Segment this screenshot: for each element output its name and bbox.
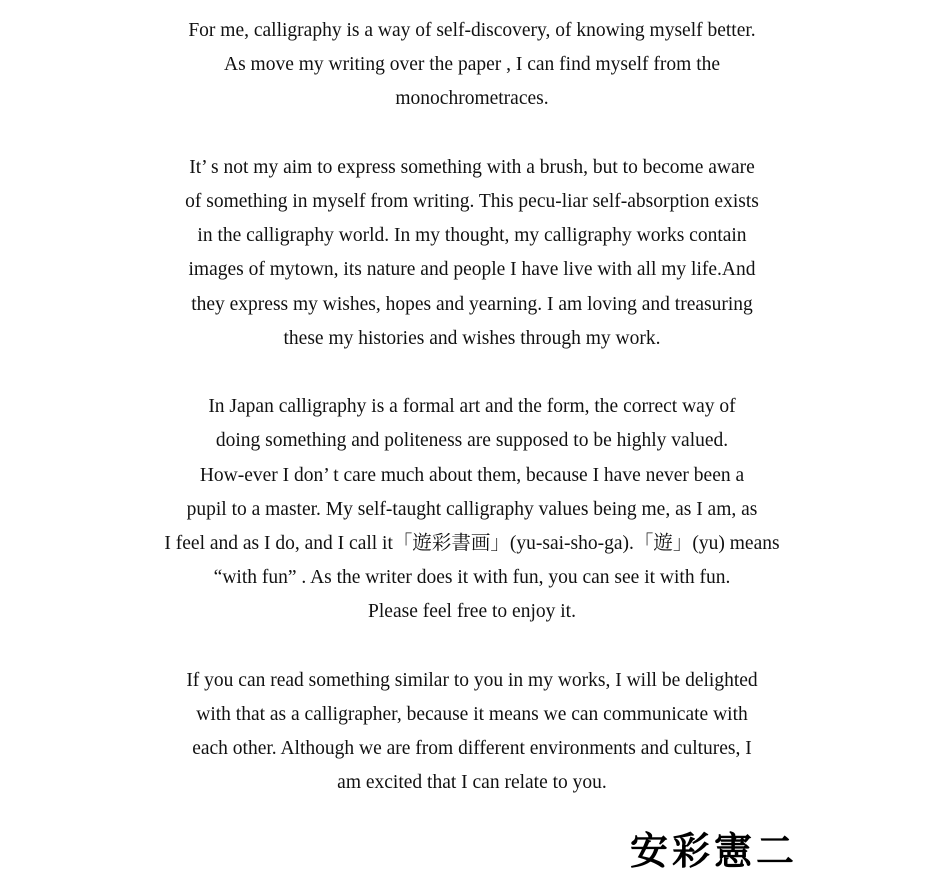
- text-line: doing something and politeness are supposed to be highly valued.: [215, 430, 729, 452]
- text-line: If you can read something similar to you in my works, I will be delighted: [186, 669, 758, 691]
- text-line: In Japan calligraphy is a formal art and the form, the correct way of: [208, 396, 736, 418]
- text-line: It’ s not my aim to express something with a brush, but to become aware: [189, 156, 755, 178]
- text-line: How-ever I don’ t care much about them, because I have never been a: [199, 464, 745, 486]
- artist-statement: [0, 14, 944, 835]
- text-line: in the calligraphy world. In my thought, my calligraphy works contain: [197, 225, 747, 247]
- text-line: they express my wishes, hopes and yearning. I am loving and treasuring: [191, 293, 753, 315]
- paragraph: [0, 14, 944, 117]
- text-line: with that as a calligrapher, because it means we can communicate with: [196, 704, 748, 726]
- text-line: monochrometraces.: [395, 88, 549, 110]
- artist-signature: 安彩憲二: [630, 828, 799, 873]
- text-line: these my histories and wishes through my work.: [283, 327, 661, 349]
- text-line: For me, calligraphy is a way of self-discovery, of knowing myself better.: [188, 20, 756, 41]
- text-line: I feel and as I do, and I call it「遊彩書画」(yu-sai-sho-ga).「遊」(yu) means: [164, 533, 780, 555]
- paragraph: [0, 664, 944, 801]
- text-line: of something in myself from writing. This pecu-liar self-absorption exists: [185, 191, 759, 212]
- text-line: images of mytown, its nature and people I have live with all my life.And: [188, 259, 756, 281]
- text-line: am excited that I can relate to you.: [337, 772, 607, 794]
- text-line: “with fun” . As the writer does it with fun, you can see it with fun.: [213, 567, 731, 589]
- text-line: pupil to a master. My self-taught calligraphy values being me, as I am, as: [186, 498, 758, 520]
- text-line: Please feel free to enjoy it.: [368, 601, 576, 623]
- paragraph: [0, 390, 944, 629]
- paragraph: [0, 151, 944, 356]
- text-line: each other. Although we are from different environments and cultures, I: [192, 738, 752, 760]
- text-line: As move my writing over the paper , I can find myself from the: [223, 54, 721, 76]
